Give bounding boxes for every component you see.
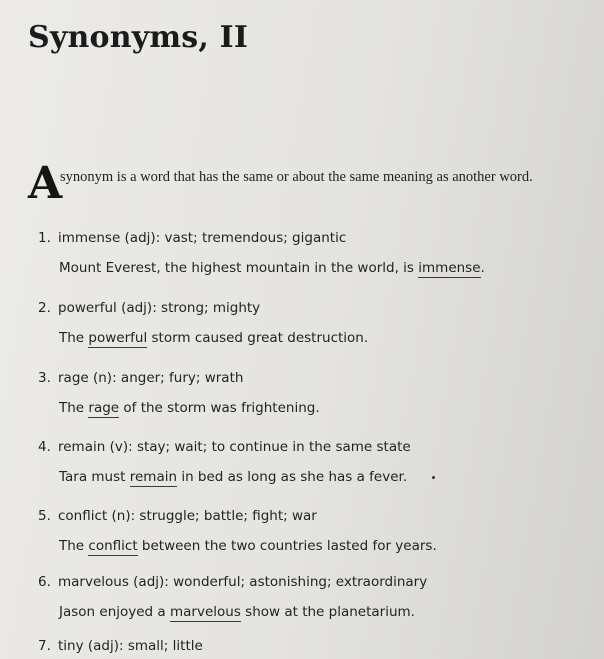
example-sentence [59, 327, 578, 349]
stray-ink-mark [432, 476, 435, 479]
sentence-start: The [59, 400, 89, 416]
definition-text: rage (n): anger; fury; wrath [58, 370, 244, 386]
item-number: 3. [38, 370, 51, 386]
underlined-keyword: marvelous [170, 604, 241, 620]
example-sentence [59, 257, 578, 279]
definition-text: powerful (adj): strong; mighty [58, 300, 261, 316]
item-number: 6. [38, 574, 51, 590]
definition [38, 571, 578, 593]
definition [38, 436, 578, 458]
definition [38, 297, 578, 319]
sentence-end: in bed as long as she has a fever. [177, 469, 408, 485]
item-number: 1. [38, 230, 51, 246]
underlined-keyword: conflict [88, 538, 138, 554]
definition [38, 227, 578, 249]
item-number: 2. [38, 300, 51, 316]
definition-text: remain (v): stay; wait; to continue in the same state [58, 439, 411, 455]
sentence-start: The [59, 538, 89, 554]
underlined-keyword: powerful [88, 330, 148, 346]
definition-text: conflict (n): struggle; battle; fight; war [58, 508, 317, 524]
definition-text: marvelous (adj): wonderful; astonishing; extraordinary [58, 574, 428, 590]
sentence-start: Mount Everest, the highest mountain in the world, is [59, 260, 419, 276]
list-item [38, 635, 578, 657]
list-item [38, 297, 578, 349]
sentence-end: storm caused great destruction. [147, 330, 369, 346]
definition-text: tiny (adj): small; little [58, 638, 203, 654]
underlined-keyword: rage [88, 400, 120, 416]
list-item [38, 571, 578, 623]
sentence-end: show at the planetarium. [240, 604, 415, 620]
list-item [38, 367, 578, 419]
underlined-keyword: immense [418, 260, 481, 276]
example-sentence [59, 397, 578, 419]
intro-text: synonym is a word that has the same or about the same meaning as another word. [60, 169, 533, 185]
item-number: 7. [38, 638, 51, 654]
example-sentence [59, 535, 578, 557]
example-sentence [59, 601, 578, 623]
sentence-end: of the storm was frightening. [119, 400, 320, 416]
sentence-end: between the two countries lasted for years. [137, 538, 437, 554]
sentence-end: . [480, 260, 485, 276]
definition [38, 505, 578, 527]
drop-cap: A [28, 158, 63, 209]
definition-text: immense (adj): vast; tremendous; gigantic [58, 230, 347, 246]
definition [38, 635, 578, 657]
sentence-start: Jason enjoyed a [59, 604, 170, 620]
sentence-start: Tara must [59, 469, 130, 485]
underlined-keyword: remain [129, 469, 178, 485]
definition [38, 367, 578, 389]
item-number: 4. [38, 439, 51, 455]
page-title: Synonyms, II [28, 20, 249, 55]
list-item [38, 436, 578, 488]
sentence-start: The [59, 330, 89, 346]
example-sentence [59, 466, 578, 488]
list-item [38, 227, 578, 279]
list-item [38, 505, 578, 557]
item-number: 5. [38, 508, 51, 524]
